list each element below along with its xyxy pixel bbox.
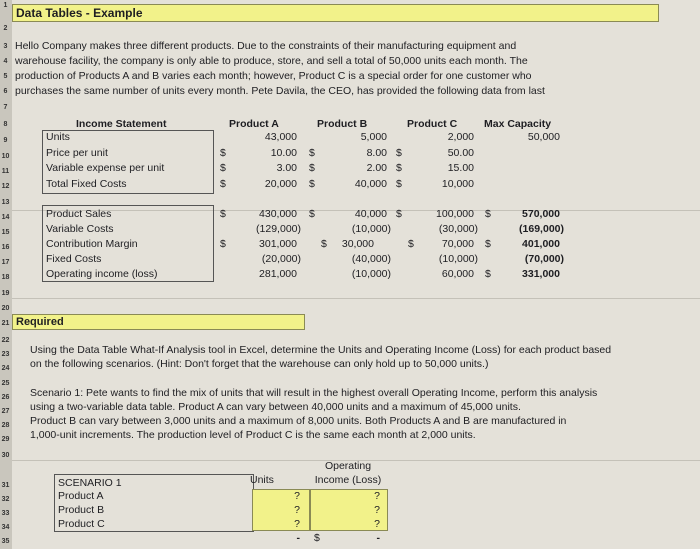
currency-symbol: $ [309, 208, 315, 220]
row-number[interactable]: 35 [1, 538, 10, 545]
row-number[interactable]: 28 [1, 422, 10, 429]
cell-sales-c[interactable]: 100,000 [436, 208, 474, 220]
row-number[interactable]: 5 [3, 73, 8, 80]
cell-varexp-b[interactable]: 2.00 [366, 162, 387, 174]
scenario-total-income[interactable]: - [376, 532, 380, 544]
cell-varexp-c[interactable]: 15.00 [447, 162, 474, 174]
currency-symbol: $ [220, 178, 226, 190]
required-text-line: on the following scenarios. (Hint: Don't forget that the warehouse can only hold up to 50,000 units.) [30, 358, 489, 370]
currency-symbol: $ [485, 208, 491, 220]
cell-oi-b[interactable]: (10,000) [351, 268, 391, 280]
row-number[interactable]: 20 [1, 305, 10, 312]
row-number[interactable]: 8 [3, 121, 8, 128]
row-number[interactable]: 9 [3, 137, 8, 144]
row-number[interactable]: 27 [1, 408, 10, 415]
currency-symbol: $ [396, 147, 402, 159]
row-number[interactable]: 22 [1, 337, 10, 344]
cell-varcost-total[interactable]: (169,000) [519, 223, 564, 235]
cell-sales-b[interactable]: 40,000 [354, 208, 387, 220]
cell-fixed-a[interactable]: 20,000 [264, 178, 297, 190]
row-label-operating-income[interactable]: Operating income (loss) [46, 268, 158, 280]
cell-cm-b[interactable]: 30,000 [341, 238, 374, 250]
row-number[interactable]: 32 [1, 496, 10, 503]
row-label-variable-expense[interactable]: Variable expense per unit [46, 162, 165, 174]
row-number[interactable]: 14 [1, 214, 10, 221]
row-number[interactable]: 12 [1, 183, 10, 190]
currency-symbol: $ [220, 208, 226, 220]
row-label-price[interactable]: Price per unit [46, 147, 108, 159]
cell-sales-total[interactable]: 570,000 [522, 208, 560, 220]
cell-oi-a[interactable]: 281,000 [259, 268, 297, 280]
intro-line: purchases the same number of units every month. Pete Davila, the CEO, has provided the following data from last [15, 85, 545, 97]
cell-cm-c[interactable]: 70,000 [441, 238, 474, 250]
row-number[interactable]: 18 [1, 274, 10, 281]
row-number[interactable]: 10 [1, 153, 10, 160]
intro-line: warehouse facility, the company is only able to produce, store, and sell a total of 50,000 units each month. The [15, 55, 528, 67]
row-number[interactable]: 4 [3, 58, 8, 65]
column-header-product-a[interactable]: Product A [229, 118, 279, 130]
cell-fixed-c[interactable]: 10,000 [441, 178, 474, 190]
currency-symbol: $ [220, 162, 226, 174]
scenario-units-a[interactable]: ? [294, 490, 300, 502]
currency-symbol: $ [396, 208, 402, 220]
row-number[interactable]: 30 [1, 452, 10, 459]
scenario-income-header-1[interactable]: Operating [324, 460, 372, 472]
scenario-row-label-product-c[interactable]: Product C [58, 518, 105, 530]
row-number[interactable]: 29 [1, 436, 10, 443]
row-number[interactable]: 31 [1, 482, 10, 489]
cell-cm-total[interactable]: 401,000 [522, 238, 560, 250]
row-number[interactable]: 26 [1, 394, 10, 401]
scenario-units-header[interactable]: Units [250, 474, 274, 486]
row-number[interactable]: 7 [3, 104, 8, 111]
gridline [12, 298, 700, 299]
cell-oi-total[interactable]: 331,000 [522, 268, 560, 280]
cell-fixed-b[interactable]: 40,000 [354, 178, 387, 190]
column-header-product-b[interactable]: Product B [317, 118, 368, 130]
row-number[interactable]: 24 [1, 365, 10, 372]
currency-symbol: $ [309, 162, 315, 174]
scenario-income-a[interactable]: ? [374, 490, 380, 502]
scenario-income-c[interactable]: ? [374, 518, 380, 530]
currency-symbol: $ [309, 147, 315, 159]
required-text-line: Using the Data Table What-If Analysis tool in Excel, determine the Units and Operating Income (Loss) for each product based [30, 344, 612, 356]
cell-units-b[interactable]: 5,000 [360, 131, 387, 143]
row-label-product-sales[interactable]: Product Sales [46, 208, 112, 220]
currency-symbol: $ [396, 162, 402, 174]
cell-cm-a[interactable]: 301,000 [259, 238, 297, 250]
currency-symbol: $ [321, 238, 327, 250]
row-label-contribution-margin[interactable]: Contribution Margin [46, 238, 138, 250]
cell-price-c[interactable]: 50.00 [447, 147, 474, 159]
row-number[interactable]: 15 [1, 229, 10, 236]
cell-fc-total[interactable]: (70,000) [524, 253, 564, 265]
cell-varcost-c[interactable]: (30,000) [438, 223, 478, 235]
row-number[interactable]: 19 [1, 290, 10, 297]
currency-symbol: $ [314, 532, 320, 544]
row-number[interactable]: 2 [3, 25, 8, 32]
cell-price-a[interactable]: 10.00 [270, 147, 297, 159]
cell-units-c[interactable]: 2,000 [447, 131, 474, 143]
scenario-text-line: Product B can vary between 3,000 units and a maximum of 8,000 units. Both Products A and B are manufactured in [30, 415, 567, 427]
column-header-max-capacity[interactable]: Max Capacity [484, 118, 552, 130]
currency-symbol: $ [220, 238, 226, 250]
sheet-title[interactable]: Data Tables - Example [12, 4, 659, 22]
row-number[interactable]: 25 [1, 380, 10, 387]
scenario-row-label-product-a[interactable]: Product A [58, 490, 104, 502]
row-number[interactable]: 11 [1, 168, 10, 175]
currency-symbol: $ [485, 238, 491, 250]
row-label-units[interactable]: Units [46, 131, 70, 143]
row-number[interactable]: 3 [3, 43, 8, 50]
row-number[interactable]: 17 [1, 259, 10, 266]
column-header-product-c[interactable]: Product C [407, 118, 458, 130]
row-number[interactable]: 34 [1, 524, 10, 531]
scenario-units-c[interactable]: ? [294, 518, 300, 530]
row-label-fixed-costs[interactable]: Fixed Costs [46, 253, 102, 265]
scenario-text-line: Scenario 1: Pete wants to find the mix of units that will result in the highest overall Operating Income, perform this analysis [30, 387, 598, 399]
scenario-total-units[interactable]: - [296, 532, 300, 544]
row-number[interactable]: 13 [1, 199, 10, 206]
cell-sales-a[interactable]: 430,000 [259, 208, 297, 220]
row-number[interactable]: 16 [1, 244, 10, 251]
cell-units-max[interactable]: 50,000 [527, 131, 560, 143]
row-label-total-fixed-costs[interactable]: Total Fixed Costs [46, 178, 127, 190]
scenario-units-b[interactable]: ? [294, 504, 300, 516]
worksheet[interactable] [12, 0, 700, 549]
scenario-text-line: 1,000-unit increments. The production level of Product C is the same each month at 2,000 units. [30, 429, 476, 441]
row-number[interactable]: 23 [1, 351, 10, 358]
row-number[interactable]: 33 [1, 510, 10, 517]
currency-symbol: $ [408, 238, 414, 250]
required-label[interactable]: Required [12, 314, 305, 330]
currency-symbol: $ [309, 178, 315, 190]
scenario-income-header-2[interactable]: Income (Loss) [314, 474, 382, 486]
cell-price-b[interactable]: 8.00 [366, 147, 387, 159]
income-statement-header[interactable]: Income Statement [76, 118, 167, 130]
row-number[interactable]: 1 [3, 2, 8, 9]
currency-symbol: $ [396, 178, 402, 190]
intro-line: production of Products A and B varies each month; however, Product C is a special order for one customer who [15, 70, 532, 82]
cell-varcost-a[interactable]: (129,000) [256, 223, 301, 235]
scenario-income-b[interactable]: ? [374, 504, 380, 516]
row-label-variable-costs[interactable]: Variable Costs [46, 223, 114, 235]
currency-symbol: $ [485, 268, 491, 280]
cell-fc-c[interactable]: (10,000) [438, 253, 478, 265]
cell-units-a[interactable]: 43,000 [264, 131, 297, 143]
cell-fc-b[interactable]: (40,000) [351, 253, 391, 265]
row-number[interactable]: 6 [3, 88, 8, 95]
cell-fc-a[interactable]: (20,000) [261, 253, 301, 265]
intro-line: Hello Company makes three different products. Due to the constraints of their manufacturing equipment and [15, 40, 517, 52]
cell-oi-c[interactable]: 60,000 [441, 268, 474, 280]
row-number[interactable]: 21 [1, 320, 10, 327]
scenario-title[interactable]: SCENARIO 1 [58, 477, 122, 489]
scenario-text-line: using a two-variable data table. Product A can vary between 40,000 units and a maximum of 45,000 units. [30, 401, 521, 413]
cell-varcost-b[interactable]: (10,000) [351, 223, 391, 235]
cell-varexp-a[interactable]: 3.00 [276, 162, 297, 174]
currency-symbol: $ [220, 147, 226, 159]
scenario-row-label-product-b[interactable]: Product B [58, 504, 105, 516]
